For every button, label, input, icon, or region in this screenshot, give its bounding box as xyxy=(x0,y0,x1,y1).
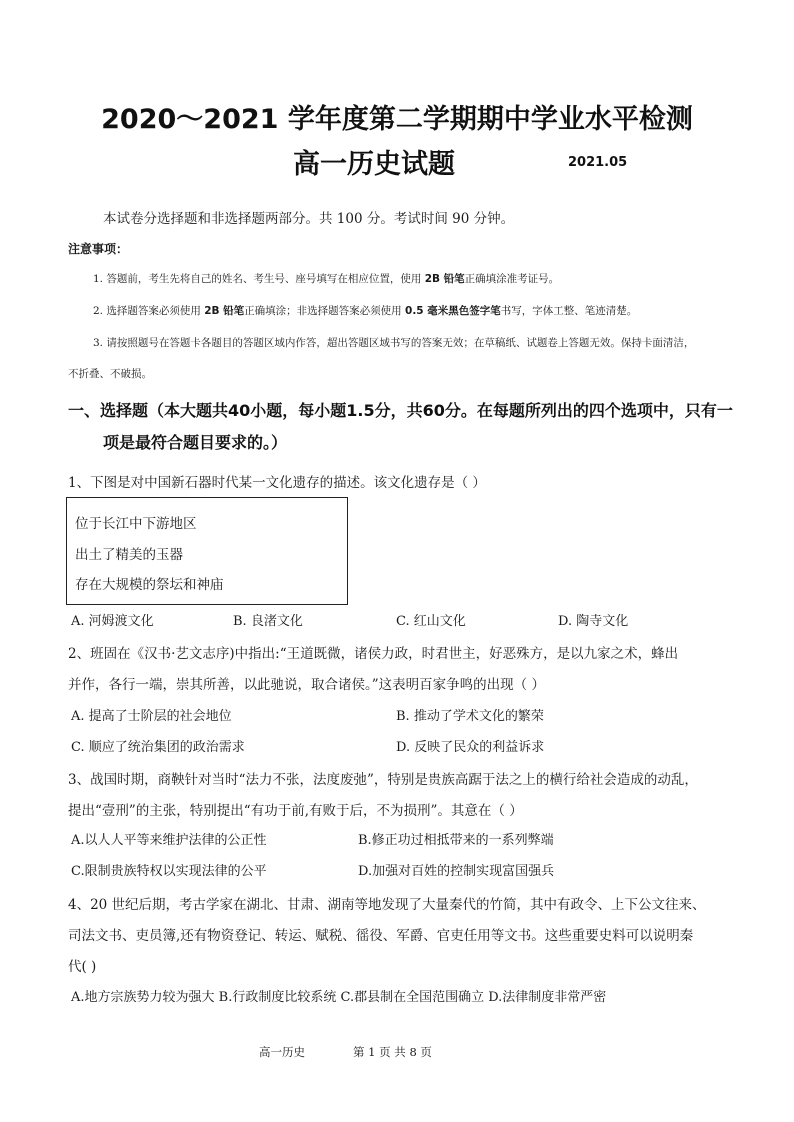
question-4-stem-cont: 司法文书、吏员簿,还有物资登记、转运、赋税、徭役、军爵、官吏任用等文书。这些重要史料可以说明秦 xyxy=(68,928,694,944)
question-2-option-c[interactable]: C. 顺应了统治集团的政治需求 xyxy=(71,740,245,755)
exam-date: 2021.05 xyxy=(568,155,628,170)
question-1-option-a[interactable]: A. 河姆渡文化 xyxy=(71,614,154,629)
question-1-box-line: 存在大规模的祭坛和神庙 xyxy=(75,577,224,593)
question-1-box-line: 出土了精美的玉器 xyxy=(75,547,183,563)
notice-heading: 注意事项： xyxy=(68,242,129,256)
question-2-stem-cont: 并作，各行一端，崇其所善，以此驰说，取合诸侯。”这表明百家争鸣的出现（ ） xyxy=(68,677,545,693)
question-3-option-c[interactable]: C.限制贵族特权以实现法律的公平 xyxy=(71,864,267,879)
exam-title: 2020～2021 学年度第二学期期中学业水平检测 xyxy=(101,104,693,135)
question-3-option-d[interactable]: D.加强对百姓的控制实现富国强兵 xyxy=(358,864,555,879)
question-4-options[interactable]: A.地方宗族势力较为强大 B.行政制度比较系统 C.郡县制在全国范围确立 D.法律制度非常严密 xyxy=(71,990,607,1005)
question-3-stem-cont: 提出“壹刑”的主张，特别提出“有功于前,有败于后，不为损刑”。其意在（ ） xyxy=(68,803,523,819)
question-2-option-b[interactable]: B. 推动了学术文化的繁荣 xyxy=(396,709,544,724)
question-2-stem: 2、班固在《汉书·艺文志序)中指出:“王道既微，诸侯力政，时君世主，好恶殊方，是以九家之术，蜂出 xyxy=(68,646,679,662)
footer-page-number: 第 1 页 共 8 页 xyxy=(353,1045,432,1059)
notice-item-3-cont: 不折叠、不破损。 xyxy=(68,368,152,380)
question-2-option-a[interactable]: A. 提高了士阶层的社会地位 xyxy=(71,709,232,724)
section-heading-cont: 项是最符合题目要求的。） xyxy=(103,433,288,452)
notice-item-1: 1. 答题前，考生先将自己的姓名、考生号、座号填写在相应位置，使用 2B 铅笔正确填涂准考证号。 xyxy=(93,273,560,285)
exam-subtitle: 高一历史试题 xyxy=(293,149,455,180)
question-2-option-d[interactable]: D. 反映了民众的利益诉求 xyxy=(396,740,545,755)
notice-item-2: 2. 选择题答案必须使用 2B 铅笔正确填涂；非选择题答案必须使用 0.5 毫米黑色签字笔书写，字体工整、笔迹清楚。 xyxy=(93,305,638,317)
question-1-option-d[interactable]: D. 陶寺文化 xyxy=(558,614,629,629)
question-1-stem: 1、下图是对中国新石器时代某一文化遗存的描述。该文化遗存是（ ） xyxy=(68,475,486,491)
intro-text: 本试卷分选择题和非选择题两部分。共 100 分。考试时间 90 分钟。 xyxy=(103,211,515,227)
notice-item-3: 3. 请按照题号在答题卡各题目的答题区域内作答，超出答题区域书写的答案无效；在草稿纸、试题卷上答题无效。保持卡面清洁， xyxy=(93,337,695,349)
question-4-stem: 4、20 世纪后期，考古学家在湖北、甘肃、湖南等地发现了大量秦代的竹简，其中有政令、上下公文往来、 xyxy=(68,897,706,913)
question-1-option-c[interactable]: C. 红山文化 xyxy=(396,614,466,629)
question-3-option-b[interactable]: B.修正功过相抵带来的一系列弊端 xyxy=(358,833,554,848)
footer-subject: 高一历史 xyxy=(259,1045,305,1059)
question-4-stem-cont: 代( ) xyxy=(68,959,97,975)
question-3-stem: 3、战国时期，商鞅针对当时“法力不张，法度废弛”，特别是贵族高踞于法之上的横行给社会造成的动乱， xyxy=(68,772,698,788)
section-heading: 一、选择题（本大题共40小题，每小题1.5分，共60分。在每题所列出的四个选项中，只有一 xyxy=(68,401,733,420)
question-3-option-a[interactable]: A.以人人平等来维护法律的公正性 xyxy=(71,833,267,848)
question-1-box-line: 位于长江中下游地区 xyxy=(75,516,197,532)
question-1-option-b[interactable]: B. 良渚文化 xyxy=(233,614,303,629)
